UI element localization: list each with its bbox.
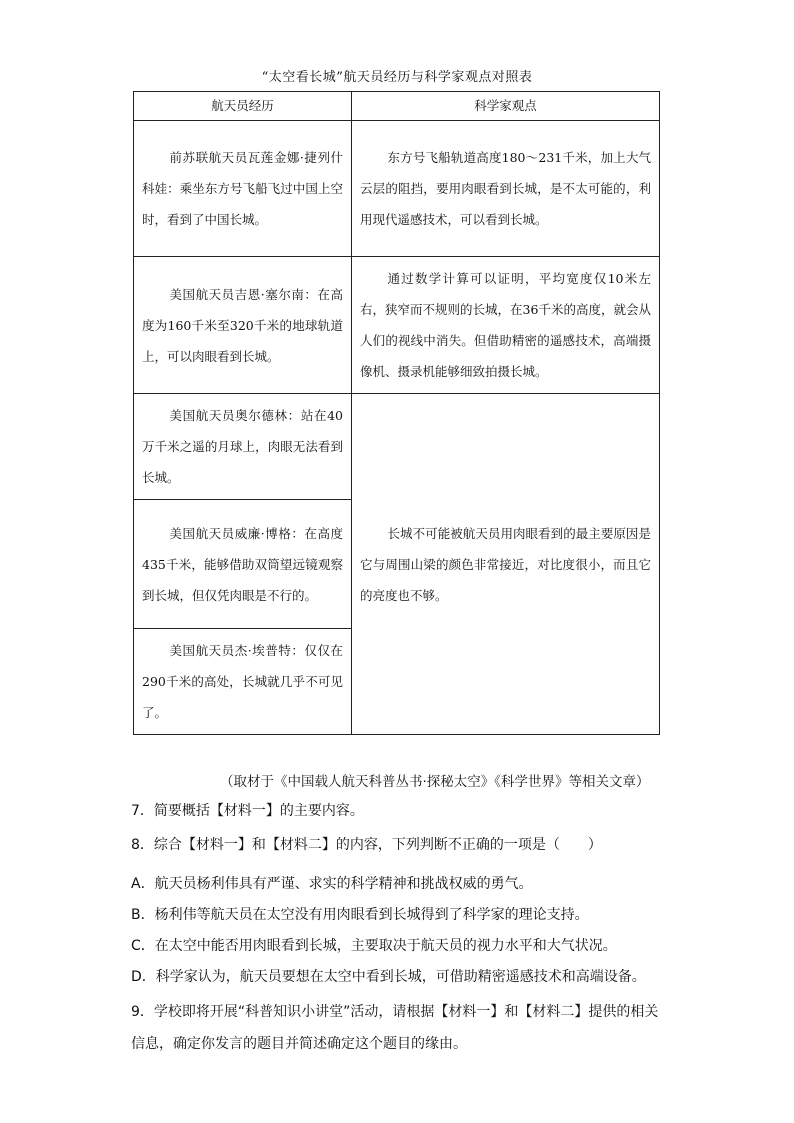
- astronaut-text: 前苏联航天员瓦莲金娜·捷列什科娃：乘坐东方号飞船飞过中国上空时，看到了中国长城。: [142, 150, 343, 227]
- scientist-text: 东方号飞船轨道高度180～231千米，加上大气云层的阻挡，要用肉眼看到长城，是不太可能的，利用现代遥感技术，可以看到长城。: [360, 150, 651, 227]
- table-row: [134, 394, 660, 500]
- astronaut-text: 美国航天员吉恩·塞尔南：在高度为160千米至320千米的地球轨道上，可以肉眼看到长城。: [142, 286, 343, 364]
- table-row: [134, 121, 660, 257]
- scientist-cell: [352, 394, 660, 735]
- option-c: C．在太空中能否用肉眼看到长城，主要取决于航天员的视力水平和大气状况。: [131, 938, 617, 954]
- astronaut-text: 美国航天员杰·埃普特：仅仅在290千米的高处，长城就几乎不可见了。: [142, 643, 343, 720]
- header-scientist: 科学家观点: [352, 92, 660, 121]
- question-8: 8．综合【材料一】和【材料二】的内容，下列判断不正确的一项是（ ）: [131, 837, 602, 853]
- comparison-table: [133, 91, 660, 735]
- table-title: “太空看长城”航天员经历与科学家观点对照表: [261, 70, 533, 85]
- source-note: （取材于《中国载人航天科普丛书·探秘太空》《科学世界》等相关文章）: [220, 774, 650, 790]
- astronaut-cell: [134, 500, 352, 629]
- astronaut-cell: [134, 394, 352, 500]
- option-d: D．科学家认为，航天员要想在太空中看到长城，可借助精密遥感技术和高端设备。: [131, 969, 646, 985]
- scientist-cell: [352, 121, 660, 257]
- astronaut-cell: [134, 629, 352, 735]
- question-7: 7．简要概括【材料一】的主要内容。: [131, 803, 364, 819]
- scientist-text: 通过数学计算可以证明，平均宽度仅10米左右，狭窄而不规则的长城，在36千米的高度，就会从人们的视线中消失。但借助精密的遥感技术，高端摄像机、摄录机能够细致拍摄长城。: [360, 271, 651, 379]
- astronaut-cell: [134, 121, 352, 257]
- astronaut-text: 美国航天员奥尔德林：站在40万千米之遥的月球上，肉眼无法看到长城。: [142, 408, 343, 485]
- scientist-text: 长城不可能被航天员用肉眼看到的最主要原因是它与周围山梁的颜色非常接近，对比度很小，而且它的亮度也不够。: [360, 525, 651, 603]
- astronaut-cell: [134, 257, 352, 394]
- question-9: 9．学校即将开展“科普知识小讲堂”活动，请根据【材料一】和【材料二】提供的相关信息，确定你发言的题目并简述确定这个题目的缘由。: [131, 1004, 659, 1052]
- astronaut-text: 美国航天员威廉·博格：在高度435千米，能够借助双筒望远镜观察到长城，但仅凭肉眼是不行的。: [142, 525, 343, 603]
- scientist-cell: [352, 257, 660, 394]
- table-header-row: [134, 92, 660, 121]
- option-b: B．杨利伟等航天员在太空没有用肉眼看到长城得到了科学家的理论支持。: [131, 907, 589, 923]
- header-astronaut: 航天员经历: [134, 92, 352, 121]
- option-a: A．航天员杨利伟具有严谨、求实的科学精神和挑战权威的勇气。: [131, 876, 533, 892]
- table-row: [134, 257, 660, 394]
